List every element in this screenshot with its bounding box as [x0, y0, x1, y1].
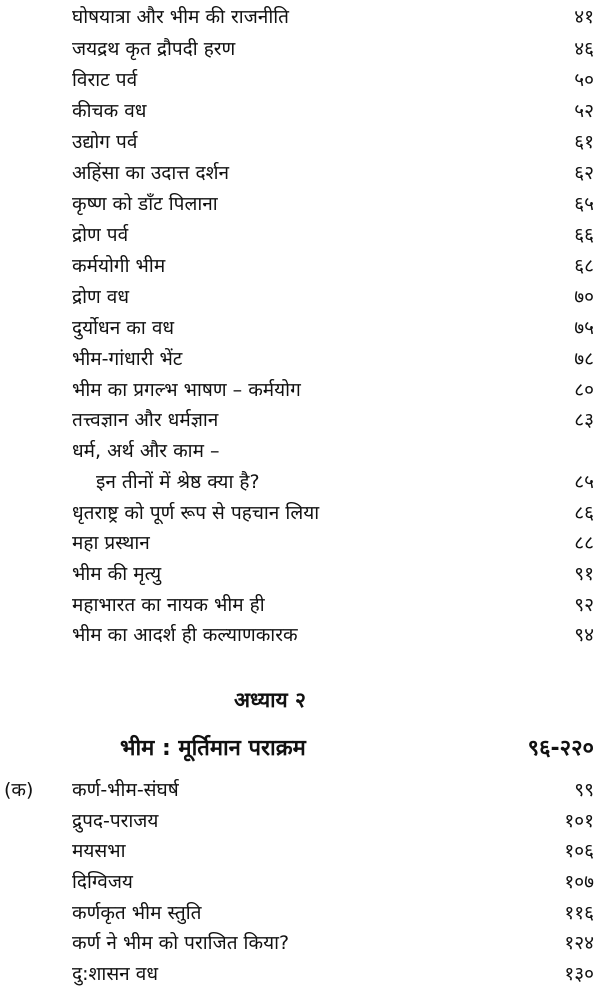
- toc-entry: [0, 158, 600, 188]
- toc-entry-page: ६१: [574, 131, 594, 153]
- toc-entry: [0, 313, 600, 343]
- toc-entry: [0, 806, 600, 836]
- toc-entry: [0, 189, 600, 219]
- toc-entry: [0, 467, 600, 497]
- toc-entry-page: ४१: [574, 6, 594, 28]
- toc-entry-title: कर्मयोगी भीम: [72, 255, 166, 277]
- toc-entry-page: ७८: [574, 348, 594, 370]
- toc-entry-page: ८८: [574, 532, 594, 554]
- toc-entry-title: इन तीनों में श्रेष्ठ क्या है?: [96, 471, 260, 493]
- toc-entry-page: ९९: [574, 779, 594, 801]
- toc-entry-title: द्रोण पर्व: [72, 224, 129, 246]
- toc-entry-page: ८६: [574, 502, 594, 524]
- toc-entry: [0, 898, 600, 928]
- toc-entry-title: मयसभा: [72, 840, 126, 862]
- section-title: भीम : मूर्तिमान पराक्रम: [120, 736, 306, 761]
- toc-entry-title: तत्त्वज्ञान और धर्मज्ञान: [72, 409, 219, 431]
- toc-entry: [0, 928, 600, 958]
- toc-entry-title: भीम का प्रगल्भ भाषण – कर्मयोग: [72, 379, 301, 401]
- toc-entry-title: कृष्ण को डाँट पिलाना: [72, 193, 218, 215]
- toc-entry-title: घोषयात्रा और भीम की राजनीति: [72, 6, 290, 28]
- toc-entry: [0, 436, 600, 466]
- section-label: (क): [4, 779, 34, 801]
- chapter-heading: अध्याय २: [234, 688, 306, 712]
- toc-entry: [0, 220, 600, 250]
- toc-entry-page: ५०: [574, 69, 594, 91]
- toc-entry-title: दुर्योधन का वध: [72, 317, 175, 339]
- toc-entry-title: अहिंसा का उदात्त दर्शन: [72, 162, 230, 184]
- toc-entry: [0, 528, 600, 558]
- toc-entry-title: कर्णकृत भीम स्तुति: [72, 902, 202, 924]
- toc-entry: [0, 836, 600, 866]
- toc-entry-title: कीचक वध: [72, 100, 147, 122]
- toc-entry-page: ९२: [574, 594, 594, 616]
- toc-entry-page: ६५: [574, 193, 594, 215]
- toc-entry-title: उद्योग पर्व: [72, 131, 138, 153]
- toc-entry-title: कर्ण-भीम-संघर्ष: [72, 779, 179, 801]
- toc-entry-page: १०१: [564, 810, 594, 832]
- toc-entry: [0, 2, 600, 32]
- toc-entry-page: ५२: [574, 100, 594, 122]
- toc-entry-title: महाभारत का नायक भीम ही: [72, 594, 265, 616]
- toc-entry-page: ७०: [574, 286, 594, 308]
- toc-entry: [0, 590, 600, 620]
- section-page-range: ९६-२२०: [527, 736, 594, 761]
- toc-entry-page: ८३: [574, 409, 594, 431]
- toc-entry: [0, 867, 600, 897]
- toc-entry-page: ८०: [574, 379, 594, 401]
- toc-entry-page: १०६: [564, 840, 594, 862]
- toc-entry-page: १३०: [564, 963, 594, 985]
- toc-entry-title: भीम की मृत्यु: [72, 563, 162, 585]
- toc-entry-page: १०७: [564, 871, 594, 893]
- toc-entry: [0, 282, 600, 312]
- toc-entry: [0, 959, 600, 989]
- toc-entry-title: कर्ण ने भीम को पराजित किया?: [72, 932, 290, 954]
- toc-entry: [0, 127, 600, 157]
- toc-entry-page: १२४: [564, 932, 594, 954]
- toc-entry-page: ९१: [574, 563, 594, 585]
- toc-entry-title: भीम-गांधारी भेंट: [72, 348, 183, 370]
- toc-entry-page: ४६: [574, 38, 594, 60]
- toc-entry: [0, 559, 600, 589]
- toc-entry-page: ११६: [564, 902, 594, 924]
- toc-entry: [0, 775, 600, 805]
- toc-entry-page: ८५: [574, 471, 594, 493]
- toc-entry: [0, 620, 600, 650]
- toc-entry: [0, 65, 600, 95]
- toc-entry: [0, 34, 600, 64]
- toc-entry: [0, 498, 600, 528]
- toc-entry-title: द्रोण वध: [72, 286, 130, 308]
- toc-entry: [0, 344, 600, 374]
- toc-entry: [0, 405, 600, 435]
- toc-entry-title: भीम का आदर्श ही कल्याणकारक: [72, 624, 298, 646]
- toc-entry: [0, 96, 600, 126]
- toc-entry-page: ६६: [574, 224, 594, 246]
- toc-entry-page: ६८: [574, 255, 594, 277]
- toc-entry-title: धृतराष्ट्र को पूर्ण रूप से पहचान लिया: [72, 502, 320, 524]
- toc-entry-title: विराट पर्व: [72, 69, 138, 91]
- toc-entry-page: ६२: [574, 162, 594, 184]
- toc-entry-title: द्रुपद-पराजय: [72, 810, 159, 832]
- toc-entry-page: ९४: [574, 624, 594, 646]
- toc-entry: [0, 375, 600, 405]
- toc-entry-title: महा प्रस्थान: [72, 532, 150, 554]
- toc-entry-title: धर्म, अर्थ और काम –: [72, 440, 220, 462]
- toc-entry-title: दिग्विजय: [72, 871, 133, 893]
- toc-entry-title: जयद्रथ कृत द्रौपदी हरण: [72, 38, 236, 60]
- toc-entry-page: ७५: [574, 317, 594, 339]
- toc-entry-title: दु:शासन वध: [72, 963, 159, 985]
- toc-entry: [0, 251, 600, 281]
